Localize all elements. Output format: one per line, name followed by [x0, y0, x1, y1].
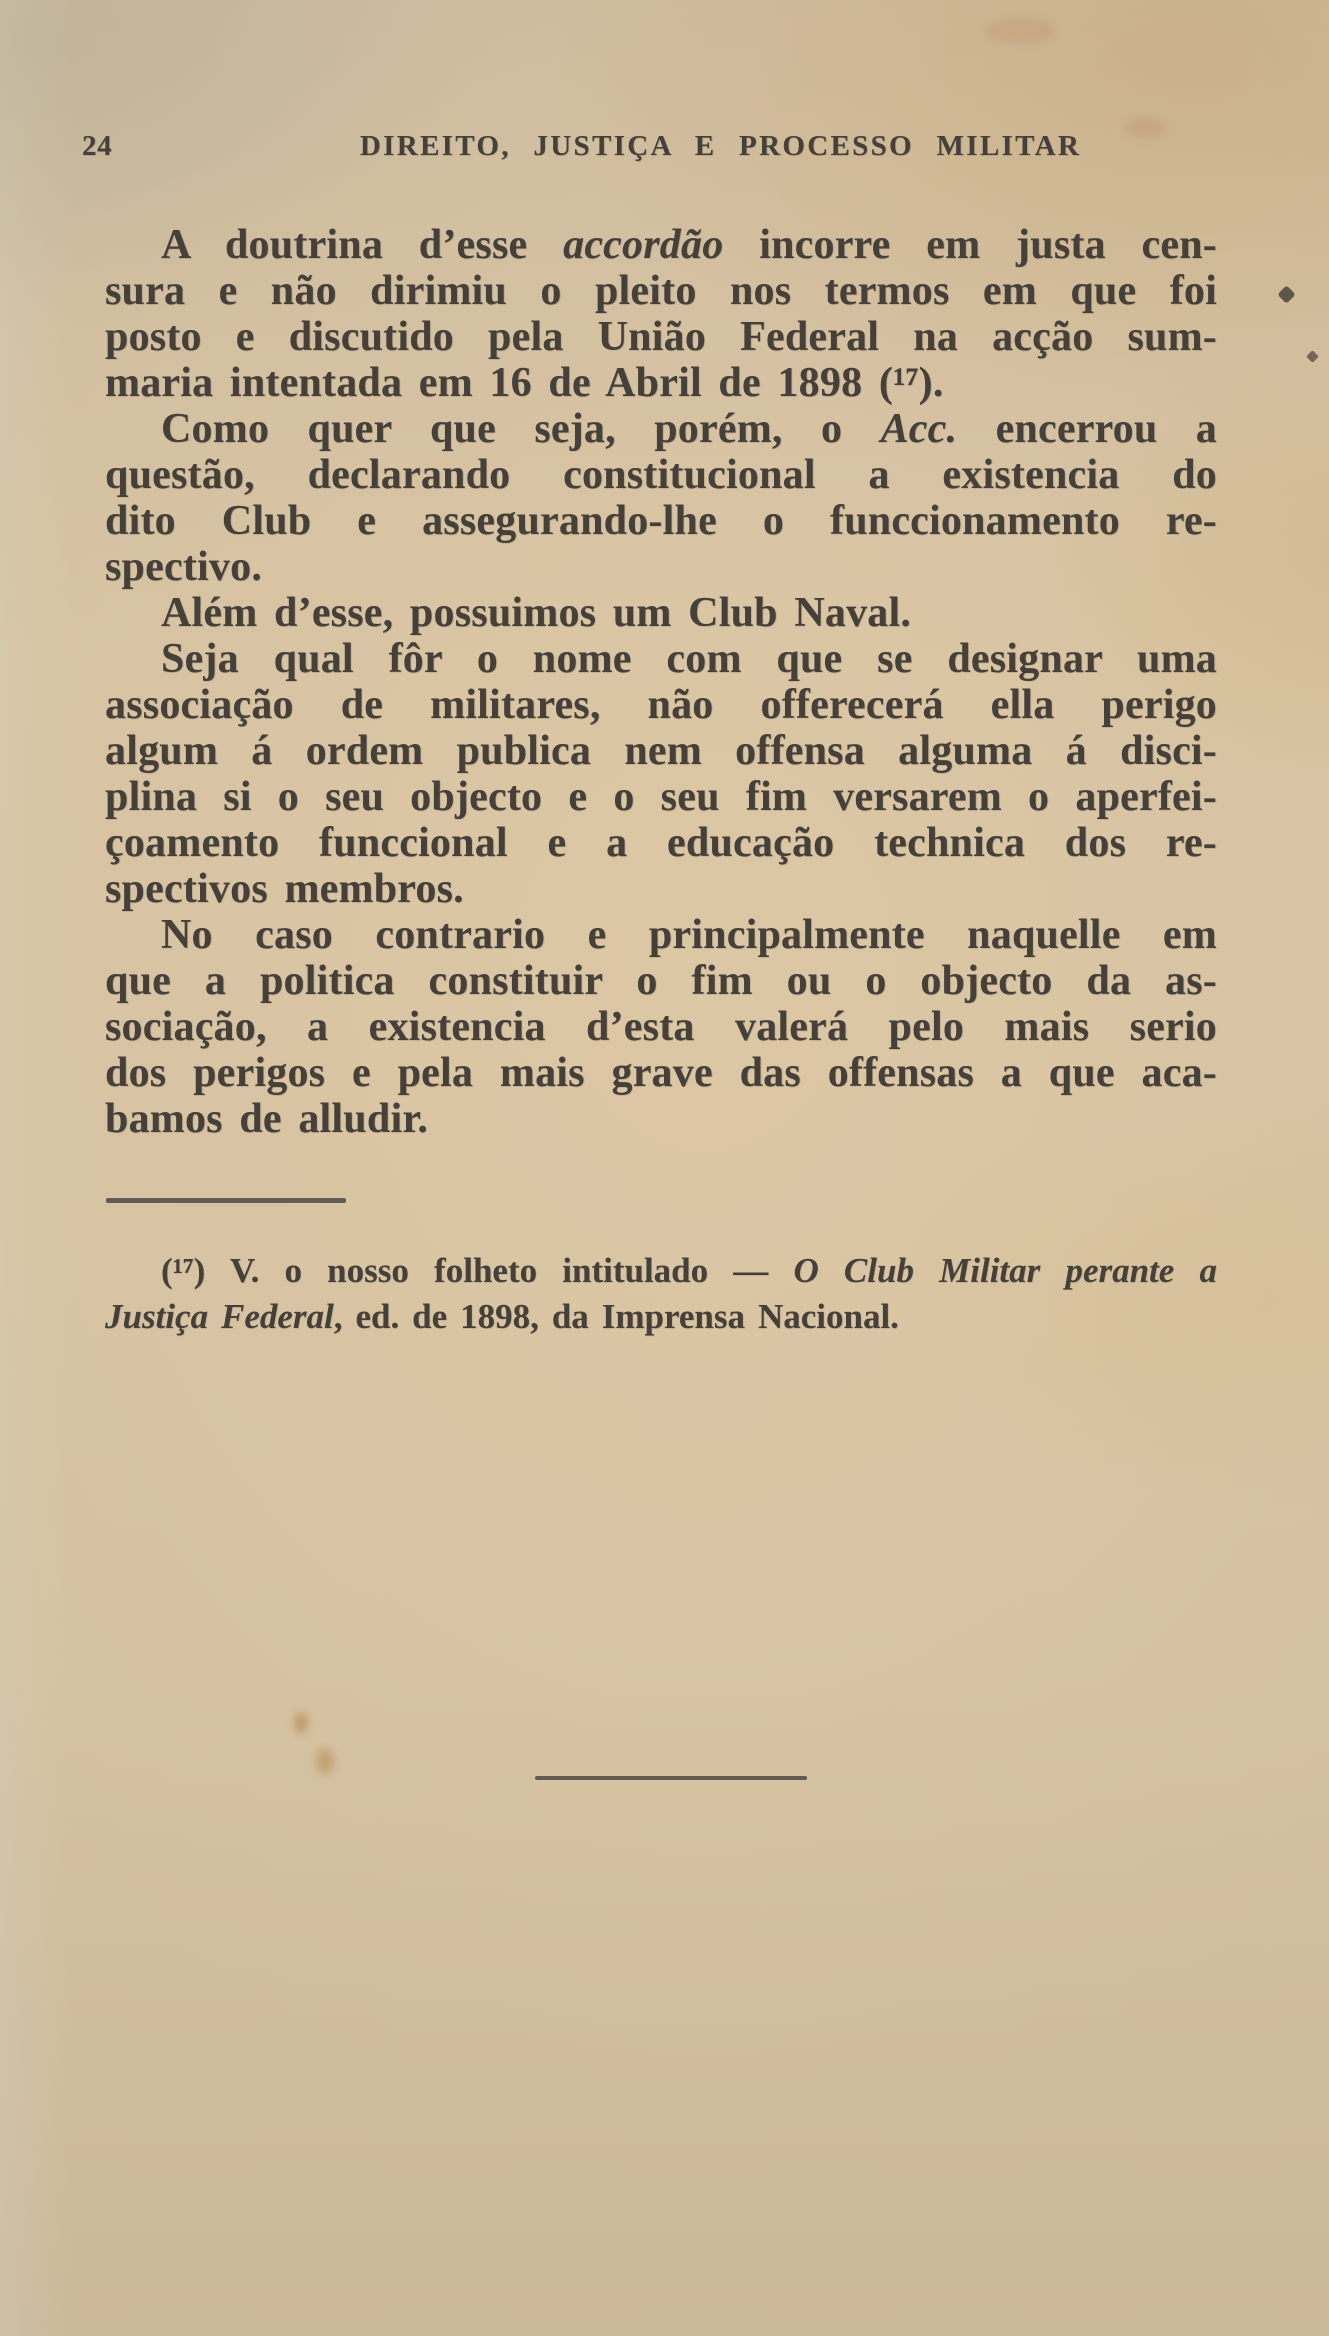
footnote: [105, 1248, 1217, 1340]
italic-text: O Club Militar perante a: [793, 1251, 1217, 1290]
text-segment: posto e discutido pela União Federal na acção sum-: [105, 314, 1217, 360]
text-line: [105, 866, 1217, 912]
text-line: [105, 314, 1217, 360]
text-segment: , ed. de 1898, da Imprensa Nacional.: [333, 1297, 899, 1336]
text-segment: incorre em justa cen-: [723, 222, 1217, 268]
text-segment: dos perigos e pela mais grave das offensas a que aca-: [105, 1050, 1217, 1096]
text-segment: maria intentada em 16 de Abril de 1898 (¹⁷).: [105, 360, 944, 406]
text-segment: Além d’esse, possuimos um Club Naval.: [161, 590, 912, 636]
text-line: [105, 268, 1217, 314]
paper-stain: [1125, 118, 1165, 138]
text-line: [105, 222, 1217, 268]
text-line: [105, 1050, 1217, 1096]
italic-text: Justiça Federal: [105, 1297, 334, 1336]
ink-speck: [1277, 285, 1295, 303]
body-text: [105, 222, 1217, 1142]
text-segment: encerrou a: [957, 406, 1217, 452]
text-line: [105, 1248, 1217, 1294]
italic-text: accordão: [563, 222, 724, 268]
text-segment: questão, declarando constitucional a existencia do: [105, 452, 1217, 498]
text-segment: çoamento funccional e a educação technica dos re-: [105, 820, 1217, 866]
text-line: [105, 406, 1217, 452]
text-segment: Seja qual fôr o nome com que se designar uma: [161, 636, 1217, 682]
paragraph: [105, 222, 1217, 406]
text-line: [105, 544, 1217, 590]
text-line: [105, 590, 1217, 636]
paper-stain: [294, 1712, 308, 1734]
text-line: [105, 774, 1217, 820]
text-segment: sociação, a existencia d’esta valerá pelo mais serio: [105, 1004, 1217, 1050]
text-line: [105, 360, 1217, 406]
text-line: [105, 636, 1217, 682]
page-number: 24: [82, 130, 113, 162]
paragraph: [105, 590, 1217, 636]
text-line: [105, 452, 1217, 498]
paragraph: [105, 912, 1217, 1142]
ink-speck: [1306, 350, 1319, 363]
paper-stain: [316, 1748, 334, 1774]
paragraph: [105, 406, 1217, 590]
text-segment: algum á ordem publica nem offensa alguma á disci-: [105, 728, 1217, 774]
text-line: [105, 1096, 1217, 1142]
paper-stain: [985, 18, 1055, 44]
text-segment: spectivo.: [105, 544, 263, 590]
text-segment: (¹⁷) V. o nosso folheto intitulado —: [161, 1251, 794, 1290]
text-segment: sura e não dirimiu o pleito nos termos em que foi: [105, 268, 1217, 314]
footnote-separator-rule: [106, 1198, 346, 1203]
text-line: [105, 728, 1217, 774]
text-segment: que a politica constituir o fim ou o objecto da as-: [105, 958, 1217, 1004]
text-segment: spectivos membros.: [105, 866, 464, 912]
running-title: DIREITO, JUSTIÇA E PROCESSO MILITAR: [359, 130, 1082, 162]
text-line: [105, 682, 1217, 728]
section-end-rule: [535, 1776, 807, 1780]
text-segment: A doutrina d’esse: [161, 222, 564, 268]
text-segment: associação de militares, não offerecerá ella perigo: [105, 682, 1217, 728]
text-line: [105, 958, 1217, 1004]
text-line: [105, 1294, 1217, 1340]
italic-text: Acc.: [880, 406, 958, 452]
text-segment: dito Club e assegurando-lhe o funccionamento re-: [105, 498, 1217, 544]
paragraph: [105, 636, 1217, 912]
text-segment: No caso contrario e principalmente naquelle em: [161, 912, 1217, 958]
text-segment: Como quer que seja, porém, o: [161, 406, 881, 452]
text-segment: plina si o seu objecto e o seu fim versarem o aperfei-: [105, 774, 1217, 820]
text-line: [105, 912, 1217, 958]
text-line: [105, 1004, 1217, 1050]
text-segment: bamos de alludir.: [105, 1096, 429, 1142]
page-header: [82, 126, 1229, 166]
text-line: [105, 820, 1217, 866]
text-line: [105, 498, 1217, 544]
